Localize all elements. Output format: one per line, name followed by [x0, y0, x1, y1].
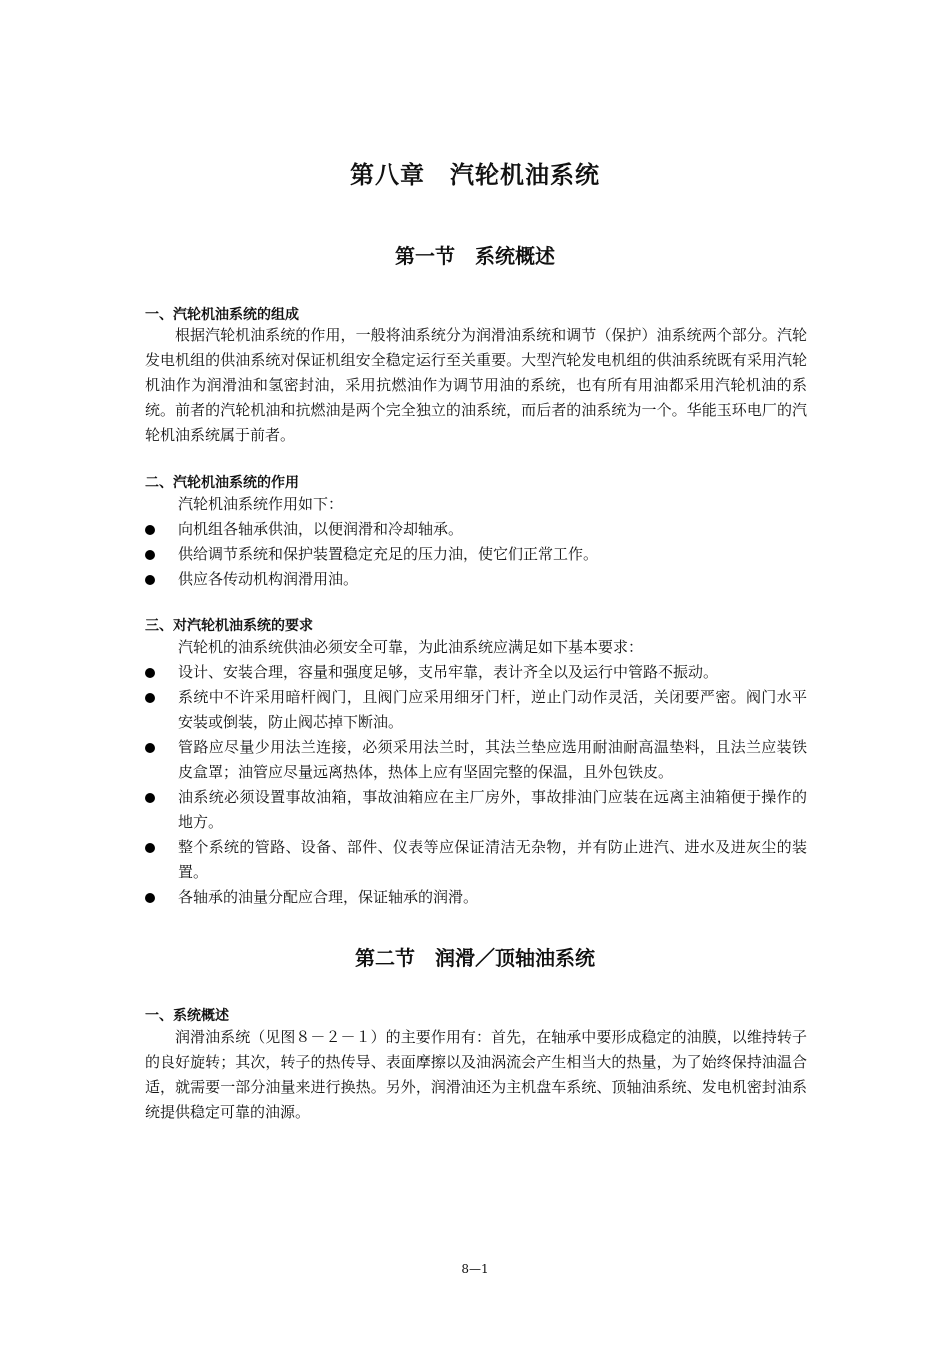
list-item: 设计、安装合理，容量和强度足够，支吊牢靠，表计齐全以及运行中管路不振动。 — [145, 660, 807, 685]
list-item: 各轴承的油量分配应合理，保证轴承的润滑。 — [145, 885, 807, 910]
section-2-part-1-paragraph: 润滑油系统（见图８－２－１）的主要作用有：首先，在轴承中要形成稳定的油膜，以维持转子的良好旋转；其次，转子的热传导、表面摩擦以及油涡流会产生相当大的热量，为了始终保持油温合适，就需要一部分油量来进行换热。另外，润滑油还为主机盘车系统、顶轴油系统、发电机密封油系统提供稳定可靠的油源。 — [145, 1028, 807, 1121]
bullet-icon — [145, 668, 155, 678]
bullet-icon — [145, 743, 155, 753]
section-1-title: 第一节 系统概述 — [395, 244, 555, 268]
bullet-icon — [145, 843, 155, 853]
section-1-part-2-list — [145, 517, 807, 592]
list-item: 供应各传动机构润滑用油。 — [145, 567, 807, 592]
section-2-part-1-heading: 一、系统概述 — [145, 1008, 229, 1024]
bullet-icon — [145, 793, 155, 803]
bullet-icon — [145, 575, 155, 585]
list-item: 向机组各轴承供油，以便润滑和冷却轴承。 — [145, 517, 807, 542]
section-1-part-1-paragraph: 根据汽轮机油系统的作用，一般将油系统分为润滑油系统和调节（保护）油系统两个部分。汽轮发电机组的供油系统对保证机组安全稳定运行至关重要。大型汽轮发电机组的供油系统既有采用汽轮机油作为润滑油和氢密封油，采用抗燃油作为调节用油的系统，也有所有用油都采用汽轮机油的系统。前者的汽轮机油和抗燃油是两个完全独立的油系统，而后者的油系统为一个。华能玉环电厂的汽轮机油系统属于前者。 — [145, 326, 807, 444]
page-number: 8—1 — [461, 1262, 489, 1276]
section-1-part-1-heading: 一、汽轮机油系统的组成 — [145, 307, 299, 323]
list-item: 油系统必须设置事故油箱，事故油箱应在主厂房外，事故排油门应装在远离主油箱便于操作的地方。 — [145, 785, 807, 835]
section-1-part-2-lead: 汽轮机油系统作用如下： — [178, 495, 344, 513]
section-2-title: 第二节 润滑／顶轴油系统 — [355, 946, 595, 970]
list-item: 供给调节系统和保护装置稳定充足的压力油，使它们正常工作。 — [145, 542, 807, 567]
section-1-part-3-lead: 汽轮机的油系统供油必须安全可靠，为此油系统应满足如下基本要求： — [178, 638, 644, 656]
list-item: 整个系统的管路、设备、部件、仪表等应保证清洁无杂物，并有防止进汽、进水及进灰尘的装置。 — [145, 835, 807, 885]
section-1-part-3-list — [145, 660, 807, 910]
bullet-icon — [145, 550, 155, 560]
bullet-icon — [145, 693, 155, 703]
list-item: 管路应尽量少用法兰连接，必须采用法兰时，其法兰垫应选用耐油耐高温垫料，且法兰应装铁皮盒罩；油管应尽量远离热体，热体上应有坚固完整的保温，且外包铁皮。 — [145, 735, 807, 785]
chapter-title: 第八章 汽轮机油系统 — [350, 161, 600, 189]
bullet-icon — [145, 525, 155, 535]
bullet-icon — [145, 893, 155, 903]
section-1-part-3-heading: 三、对汽轮机油系统的要求 — [145, 618, 313, 634]
section-1-part-2-heading: 二、汽轮机油系统的作用 — [145, 475, 299, 491]
list-item: 系统中不许采用暗杆阀门，且阀门应采用细牙门杆，逆止门动作灵活，关闭要严密。阀门水平安装或倒装，防止阀芯掉下断油。 — [145, 685, 807, 735]
